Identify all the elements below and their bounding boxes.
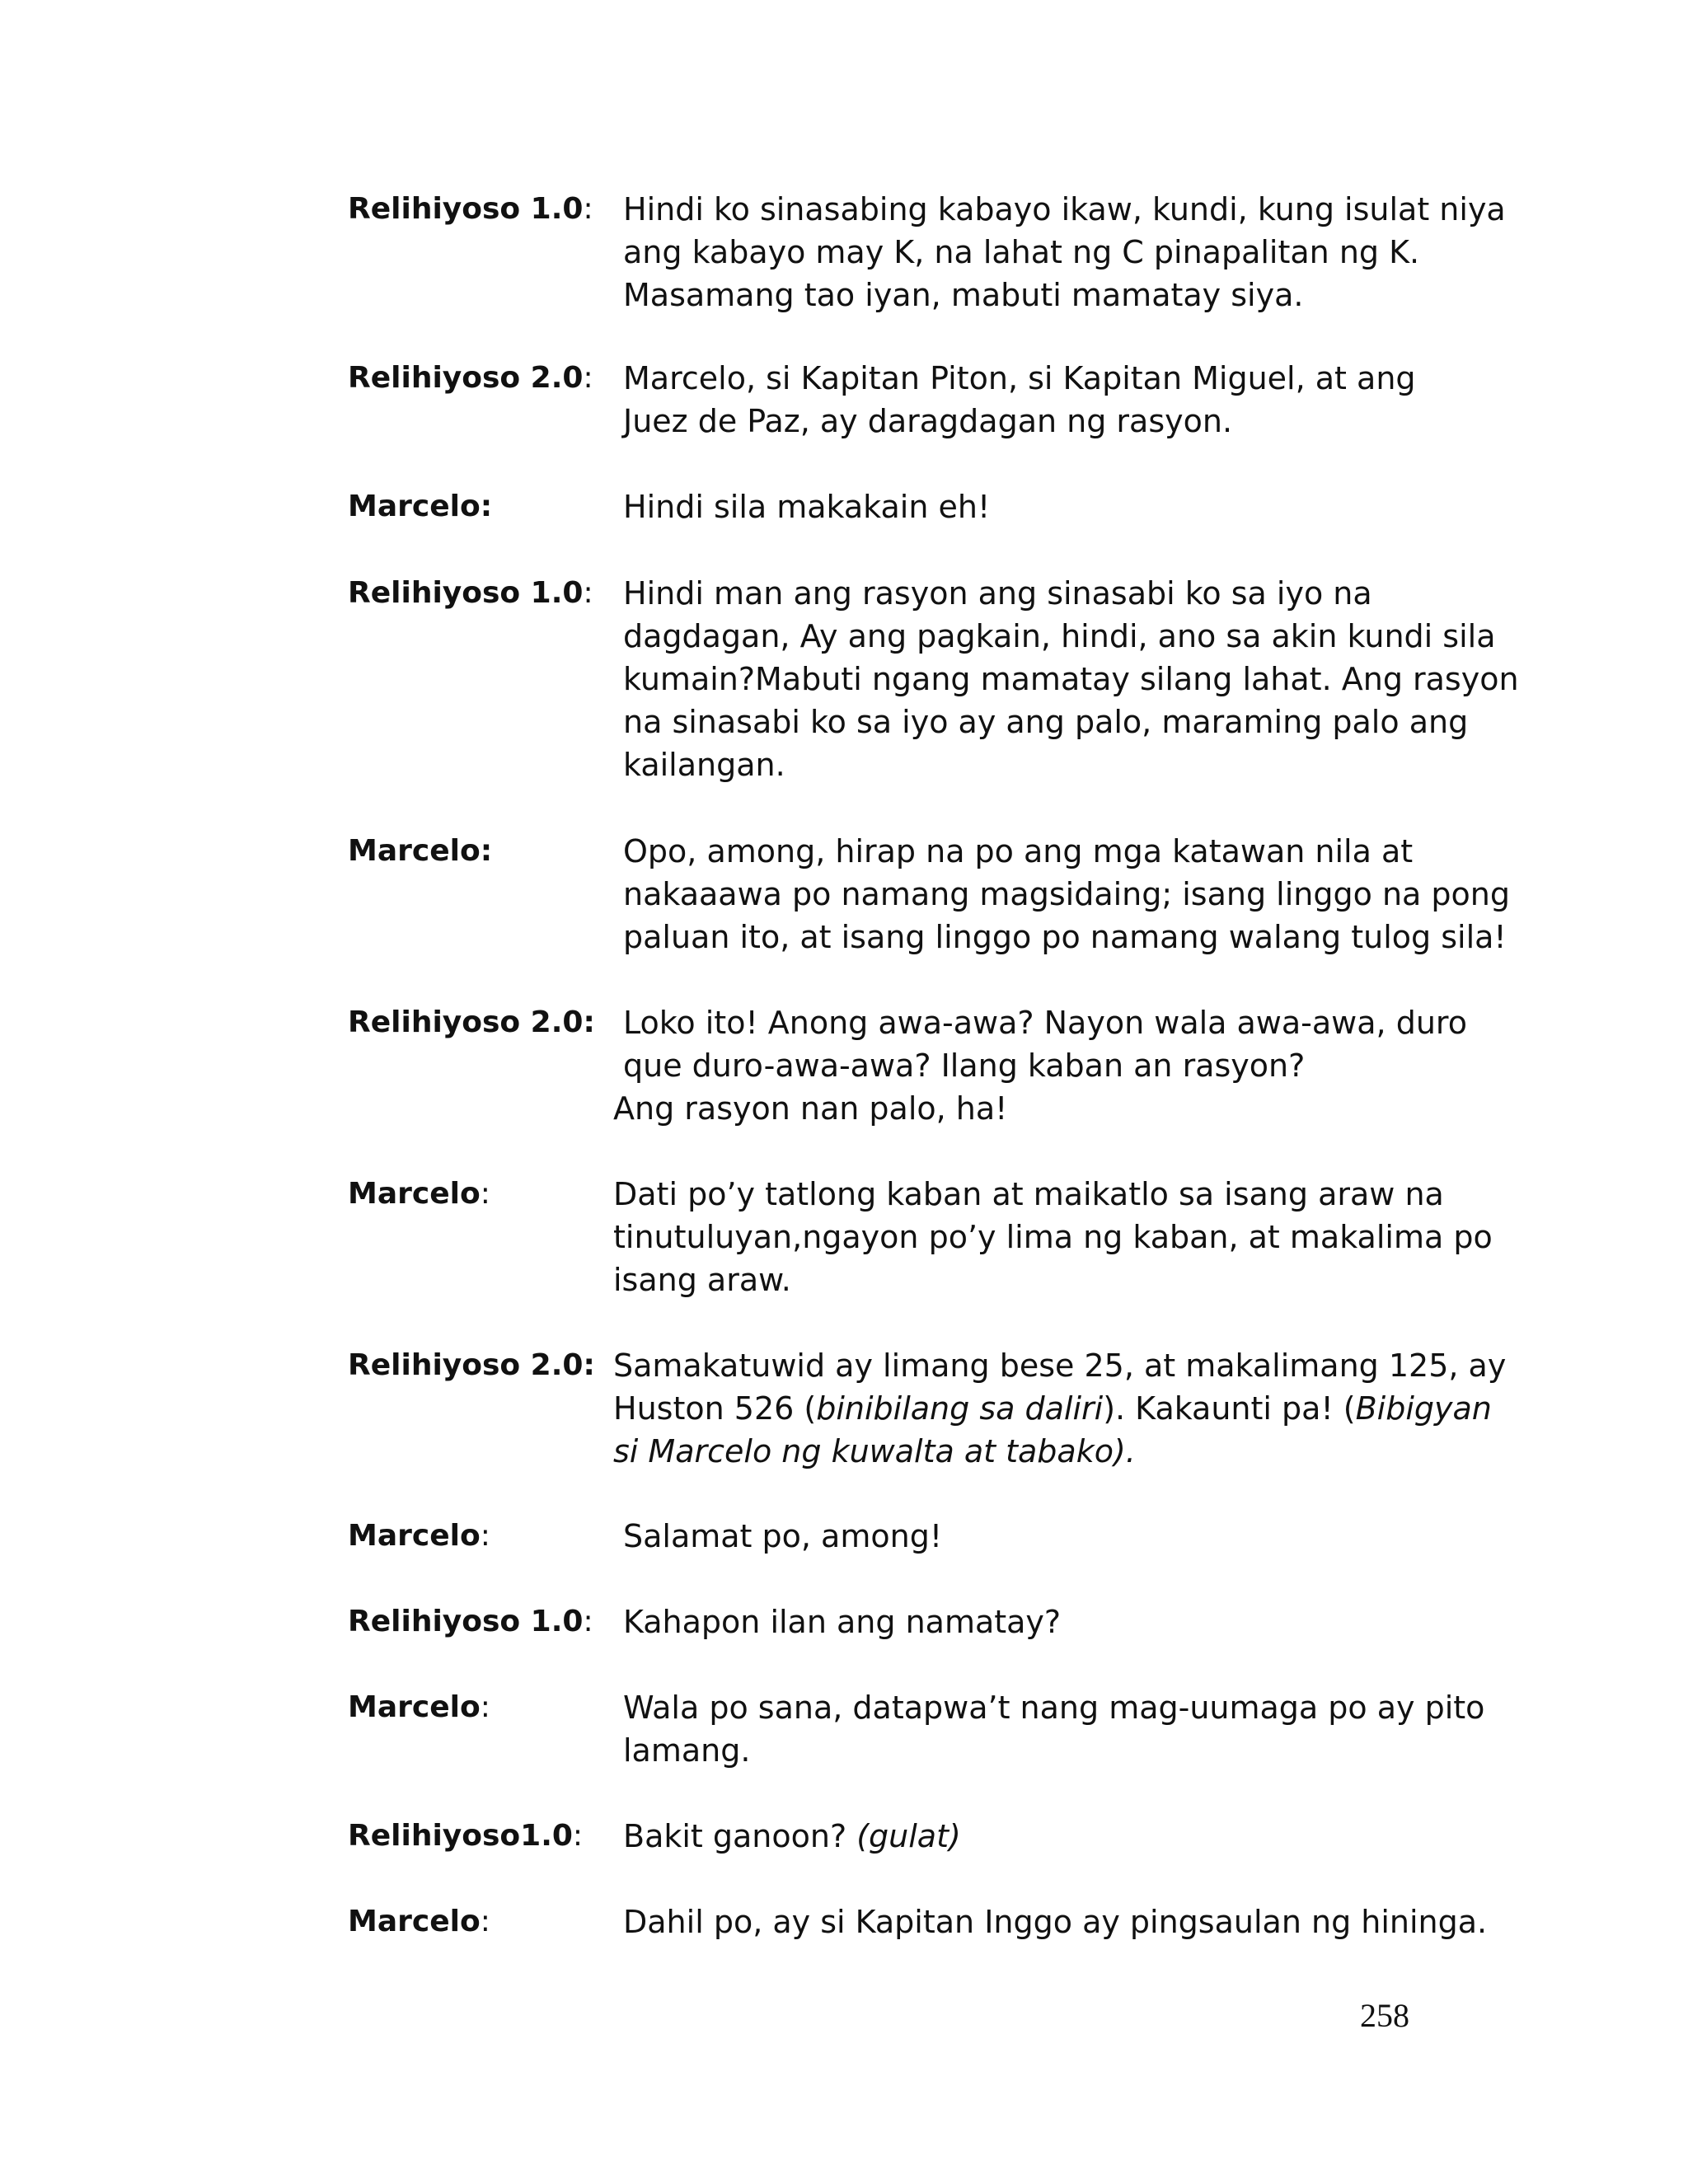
dialogue-line: ang kabayo may K, na lahat ng C pinapalitan ng K. xyxy=(623,234,1420,270)
dialogue-line: Loko ito! Anong awa-awa? Nayon wala awa-awa, duro xyxy=(623,1005,1467,1041)
colon: : xyxy=(480,1519,490,1553)
dialogue-line: Marcelo, si Kapitan Piton, si Kapitan Miguel, at ang xyxy=(623,360,1416,396)
dialogue-text xyxy=(623,1815,1456,1858)
speaker-label: Marcelo xyxy=(348,1905,481,1938)
speaker-name xyxy=(348,188,593,231)
speaker-label: Marcelo xyxy=(348,1690,481,1724)
speaker-name xyxy=(348,1173,490,1216)
speaker-label: Marcelo xyxy=(348,834,481,868)
speaker-label: Relihiyoso1.0 xyxy=(348,1819,573,1853)
dialogue-text xyxy=(623,188,1506,316)
dialogue-line: nakaaawa po namang magsidaing; isang linggo na pong xyxy=(623,876,1510,912)
dialogue-line: que duro-awa-awa? Ilang kaban an rasyon? xyxy=(623,1047,1306,1084)
colon: : xyxy=(480,1177,490,1211)
speaker-name: Marcelo: xyxy=(348,834,493,868)
stage-direction: (gulat) xyxy=(856,1818,961,1854)
dialogue-text xyxy=(613,1001,1467,1130)
speaker-label: Marcelo xyxy=(348,490,481,523)
dialogue-text xyxy=(623,357,1456,443)
dialogue-line: Ang rasyon nan palo, ha! xyxy=(613,1090,1008,1127)
text-run: Huston 526 ( xyxy=(613,1390,817,1427)
dialogue-text xyxy=(623,572,1519,786)
speaker-name xyxy=(348,1900,490,1943)
dialogue-line: Samakatuwid ay limang bese 25, at makalimang 125, ay xyxy=(613,1347,1507,1384)
dialogue-line: dagdagan, Ay ang pagkain, hindi, ano sa akin kundi sila xyxy=(623,618,1496,654)
speaker-name xyxy=(348,1601,593,1643)
speaker-name xyxy=(348,572,593,615)
colon: : xyxy=(583,1605,593,1638)
speaker-name xyxy=(348,357,593,400)
colon: : xyxy=(572,1819,584,1853)
dialogue-line: paluan ito, at isang linggo po namang walang tulog sila! xyxy=(623,919,1507,955)
dialogue-line: Opo, among, hirap na po ang mga katawan nila at xyxy=(623,833,1414,869)
speaker-label: Marcelo xyxy=(348,1177,481,1211)
dialogue-text xyxy=(623,830,1510,958)
speaker-name xyxy=(348,1515,490,1558)
speaker-label: Relihiyoso 1.0 xyxy=(348,1605,584,1638)
dialogue-line: Kahapon ilan ang namatay? xyxy=(623,1604,1062,1640)
dialogue-line: isang araw. xyxy=(613,1262,791,1298)
speaker-label: Marcelo xyxy=(348,1519,481,1553)
dialogue-text xyxy=(613,1173,1493,1301)
speaker-label: Relihiyoso 1.0 xyxy=(348,192,584,226)
colon: : xyxy=(583,361,593,395)
dialogue-line: lamang. xyxy=(623,1732,751,1769)
colon: : xyxy=(480,1905,490,1938)
speaker-name: Relihiyoso 2.0: xyxy=(348,1005,595,1039)
page-number: 258 xyxy=(1360,1997,1409,2034)
dialogue-line: Dati po’y tatlong kaban at maikatlo sa isang araw na xyxy=(613,1176,1444,1212)
dialogue-line: kumain?Mabuti ngang mamatay silang lahat. Ang rasyon xyxy=(623,661,1519,697)
dialogue-line: tinutuluyan,ngayon po’y lima ng kaban, at makalima po xyxy=(613,1219,1493,1255)
speaker-name: Marcelo: xyxy=(348,490,493,523)
speaker-name: Relihiyoso 2.0: xyxy=(348,1348,595,1382)
dialogue-line: kailangan. xyxy=(623,747,785,783)
dialogue-line: Salamat po, among! xyxy=(623,1518,943,1554)
speaker-name xyxy=(348,1815,583,1858)
stage-direction: Bibigyan xyxy=(1355,1390,1492,1427)
dialogue-line xyxy=(623,1815,1456,1858)
dialogue-line: Hindi sila makakain eh! xyxy=(623,489,991,525)
stage-direction: si Marcelo ng kuwalta at tabako). xyxy=(613,1433,1136,1469)
dialogue-line: Hindi man ang rasyon ang sinasabi ko sa iyo na xyxy=(623,575,1372,612)
dialogue-text xyxy=(623,1900,1488,1943)
speaker-name xyxy=(348,1686,490,1729)
dialogue-line: Dahil po, ay si Kapitan Inggo ay pingsaulan ng hininga. xyxy=(623,1904,1488,1940)
dialogue-line: Juez de Paz, ay daragdagan ng rasyon. xyxy=(623,403,1233,439)
speaker-label: Relihiyoso 2.0 xyxy=(348,1348,584,1382)
dialogue-text xyxy=(613,1344,1507,1473)
stage-direction: binibilang sa daliri xyxy=(816,1390,1104,1427)
dialogue-text xyxy=(623,485,1456,528)
text-run: ). Kakaunti pa! ( xyxy=(1103,1390,1356,1427)
dialogue-line: Hindi ko sinasabing kabayo ikaw, kundi, kung isulat niya xyxy=(623,191,1506,227)
dialogue-text xyxy=(623,1601,1456,1643)
dialogue-line: na sinasabi ko sa iyo ay ang palo, maraming palo ang xyxy=(623,704,1469,740)
dialogue-line: Wala po sana, datapwa’t nang mag-uumaga po ay pito xyxy=(623,1690,1485,1726)
speaker-label: Relihiyoso 2.0 xyxy=(348,361,584,395)
speaker-label: Relihiyoso 2.0 xyxy=(348,1005,584,1039)
colon: : xyxy=(583,576,593,610)
dialogue-line xyxy=(613,1387,1492,1430)
colon: : xyxy=(480,1690,490,1724)
colon: : xyxy=(583,192,593,226)
text-run: Bakit ganoon? xyxy=(623,1818,857,1854)
dialogue-text xyxy=(623,1686,1485,1772)
dialogue-text xyxy=(623,1515,1456,1558)
dialogue-line: Masamang tao iyan, mabuti mamatay siya. xyxy=(623,277,1304,313)
speaker-label: Relihiyoso 1.0 xyxy=(348,576,584,610)
